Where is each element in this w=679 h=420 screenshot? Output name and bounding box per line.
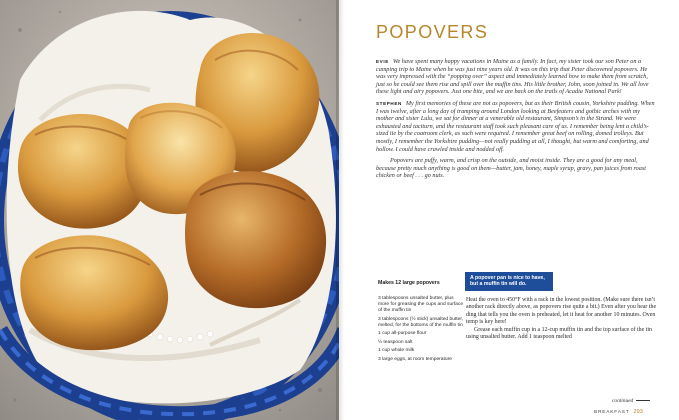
- headnote-text: We have spent many happy vacations in Maine as a family. In fact, my sister took our son Peter on a camping trip to Maine when he was just nine years old. It was on this trip that Peter discovered popovers. He was very impressed with the “popping over” aspect and immediately learned how to make them from scratch, just so he could see them rise and spill over the muffin tins. His little brother, John, soon joined in. We all love these light and airy popovers. Just one bite, and we are back on the trails of Acadia National Park!: [376, 58, 649, 96]
- ingredient-item: ½ teaspoon salt: [378, 339, 413, 345]
- recipe-headnote: [376, 58, 658, 184]
- book-gutter-shadow: [336, 0, 344, 420]
- continued-label: continued: [612, 398, 634, 404]
- continued-note: [612, 398, 650, 404]
- ingredient-item: 1 cup all-purpose flour: [378, 331, 427, 337]
- popovers-basket-illustration: [0, 0, 339, 420]
- method-step: Grease each muffin cup in a 12-cup muffin tin and the top surface of the tin using unsalted butter. Add 1 teaspoon melted: [466, 326, 652, 341]
- recipe-tip-box: A popover pan is nice to have, but a muffin tin will do.: [465, 272, 553, 291]
- recipe-yield: Makes 12 large popovers: [378, 280, 440, 286]
- recipe-title: POPOVERS: [376, 22, 489, 42]
- ingredient-item: 3 tablespoons (½ stick) unsalted butter, melted, for the bottoms of the muffin tin: [378, 316, 464, 328]
- method-step: Heat the oven to 450°F with a rack in the lowest position. (Make sure there isn’t another rack directly above, as popovers rise quite a bit.) Even after you hear the ding that tells you the oven is preheated, let it heat for another 10 minutes. Oven temp is key here!: [466, 297, 657, 326]
- recipe-method: [466, 297, 666, 341]
- page-number: 293: [633, 409, 643, 415]
- arrow-right-icon: [636, 400, 650, 401]
- ingredient-list: [378, 296, 464, 366]
- speaker-label: STEPHEN: [376, 100, 402, 106]
- popovers-photo: [0, 0, 339, 420]
- ingredient-item: 3 tablespoons unsalted butter, plus more for greasing the cups and surface of the muffin tin: [378, 296, 464, 313]
- page-footer: [594, 409, 643, 415]
- headnote-closing: Popovers are puffy, warm, and crisp on the outside, and moist inside. They are a good for any meal, because pretty much anything is good on them—butter, jam, honey, maple syrup, gravy, pan juices from roast chicken or beef . . . go nuts.: [376, 157, 646, 180]
- headnote-paragraph-evie: [376, 58, 658, 96]
- headnote-paragraph-stephen: [376, 100, 658, 153]
- recipe-page: [344, 0, 679, 420]
- ingredient-item: 1 cup whole milk: [378, 348, 415, 354]
- section-name: BREAKFAST: [594, 410, 630, 415]
- headnote-text: My first memories of these are not as popovers, but as their British cousin, Yorkshire pudding. When I was twelve, after a long day of tramping around London looking at Beefeaters and gothic arches with my mother and sister Lulu, we sat for dinner at a venerable old restaurant, Simpson’s in the Strand. We were exhausted and taciturn, and the restaurant staff took such pleasant care of us. I remember being lent a child’s-sized tie by the coatroom clerk, as such were required. I remember great beef on rolling, domed trolleys. But mostly, I remember the Yorkshire pudding—not really pudding at all, I thought, but warm and comforting, and hollow. I could have crawled inside and nodded off.: [376, 99, 655, 153]
- speaker-label: EVIE: [376, 59, 389, 64]
- ingredient-item: 3 large eggs, at room temperature: [378, 356, 452, 362]
